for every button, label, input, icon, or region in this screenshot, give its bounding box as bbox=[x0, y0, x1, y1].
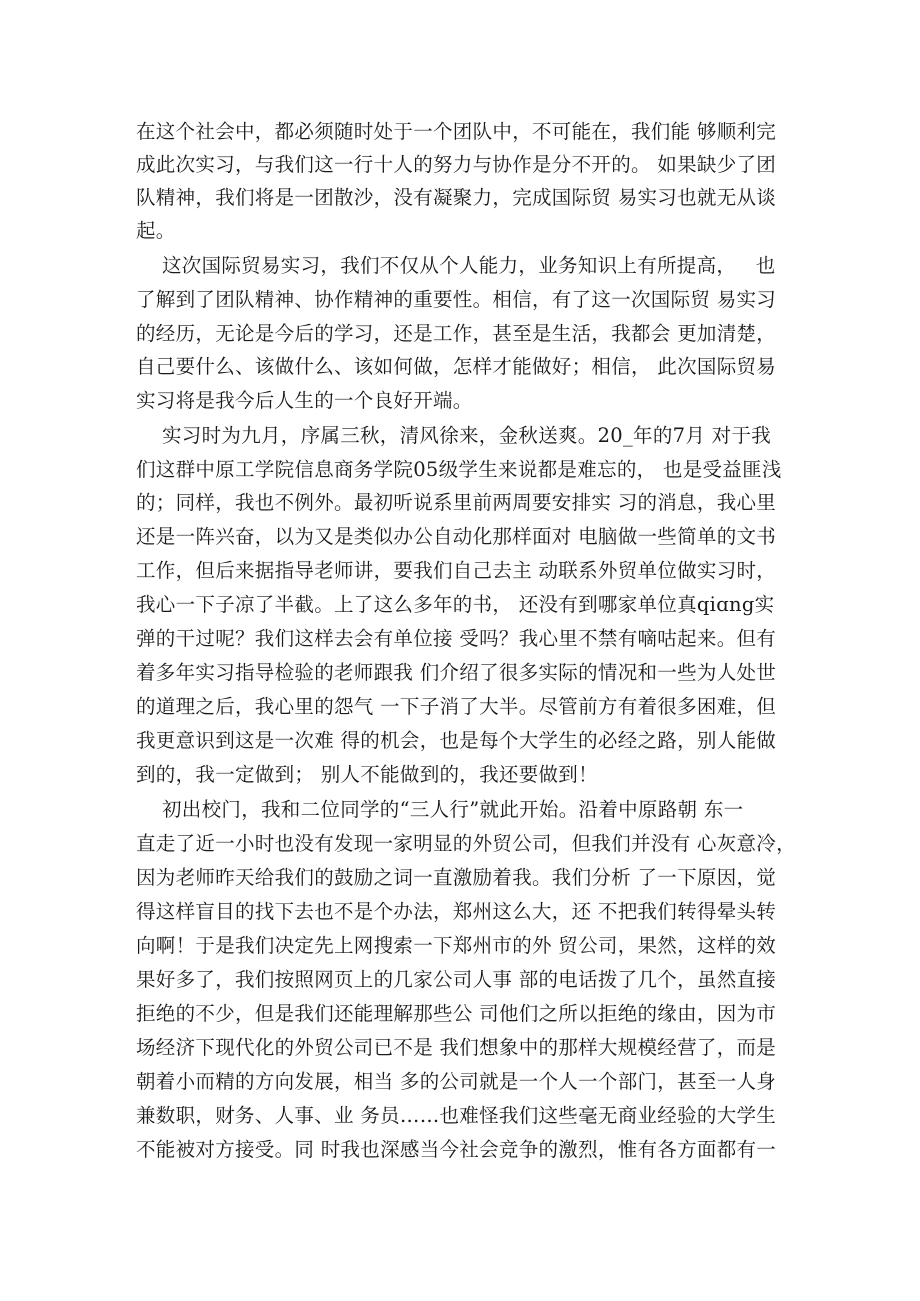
text-line: 向啊！于是我们决定先上网搜索一下郑州市的外 贸公司，果然，这样的效 bbox=[136, 934, 777, 957]
text-line: 拒绝的不少，但是我们还能理解那些公 司他们之所以拒绝的缘由，因为市 bbox=[136, 1002, 777, 1025]
text-line: 实习将是我今后人生的一个良好开端。 bbox=[136, 389, 473, 412]
text-line: 的经历，无论是今后的学习，还是工作，甚至是生活，我都会 更加清楚， bbox=[136, 322, 777, 345]
text-line: 队精神，我们将是一团散沙，没有凝聚力，完成国际贸 易实习也就无从谈 bbox=[136, 186, 777, 209]
text-line: 在这个社会中，都必须随时处于一个团队中，不可能在，我们能 够顺利完 bbox=[136, 120, 777, 143]
text-line: 场经济下现代化的外贸公司已不是 我们想象中的那样大规模经营了，而是 bbox=[136, 1036, 777, 1059]
text-line: 初出校门，我和二位同学的“三人行”就此开始。沿着中原路朝 东一 bbox=[136, 798, 744, 821]
text-line: 我更意识到这是一次难 得的机会，也是每个大学生的必经之路，别人能做 bbox=[136, 729, 777, 752]
text-line: 因为老师昨天给我们的鼓励之词一直激励着我。我们分析 了一下原因，觉 bbox=[136, 866, 777, 889]
text-line: 到的，我一定做到； 别人不能做到的，我还要做到！ bbox=[136, 763, 598, 786]
text-line: 得这样盲目的找下去也不是个办法，郑州这么大，还 不把我们转得晕头转 bbox=[136, 900, 777, 923]
text-line: 弹的干过呢？我们这样去会有单位接 受吗？我心里不禁有嘀咕起来。但有 bbox=[136, 627, 777, 650]
text-line: 还是一阵兴奋，以为又是类似办公自动化那样面对 电脑做一些简单的文书 bbox=[136, 525, 777, 548]
text-line: 着多年实习指导检验的老师跟我 们介绍了很多实际的情况和一些为人处世 bbox=[136, 661, 777, 684]
text-line: 这次国际贸易实习，我们不仅从个人能力，业务知识上有所提高， 也 bbox=[136, 254, 776, 277]
text-line: 了解到了团队精神、协作精神的重要性。相信，有了这一次国际贸 易实习 bbox=[136, 288, 777, 311]
text-line: 朝着小而精的方向发展，相当 多的公司就是一个人一个部门，甚至一人身 bbox=[136, 1070, 777, 1093]
text-line: 我心一下子凉了半截。上了这么多年的书， 还没有到哪家单位真qiɑng实 bbox=[136, 593, 775, 616]
text-line: 们这群中原工学院信息商务学院05级学生来说都是难忘的， 也是受益匪浅 bbox=[136, 458, 782, 481]
text-line: 自己要什么、该做什么、该如何做，怎样才能做好；相信， 此次国际贸易 bbox=[136, 355, 777, 378]
text-line: 兼数职，财务、人事、业 务员……也难怪我们这些毫无商业经验的大学生 bbox=[136, 1104, 777, 1127]
text-line: 直走了近一小时也没有发现一家明显的外贸公司，但我们并没有 心灰意冷， bbox=[136, 832, 796, 855]
text-line: 不能被对方接受。同 时我也深感当今社会竞争的激烈，惟有各方面都有一 bbox=[136, 1138, 777, 1161]
text-line: 起。 bbox=[136, 219, 176, 242]
text-line: 果好多了，我们按照网页上的几家公司人事 部的电话拨了几个，虽然直接 bbox=[136, 968, 777, 991]
text-line: 工作，但后来据指导老师讲，要我们自己去主 动联系外贸单位做实习时， bbox=[136, 559, 777, 582]
text-line: 实习时为九月，序属三秋，清风徐来，金秋送爽。20_年的7月 对于我 bbox=[136, 424, 772, 447]
text-line: 的道理之后，我心里的怨气 一下子消了大半。尽管前方有着很多困难，但 bbox=[136, 695, 777, 718]
text-line: 成此次实习，与我们这一行十人的努力与协作是分不开的。 如果缺少了团 bbox=[136, 153, 777, 176]
text-line: 的；同样，我也不例外。最初听说系里前两周要安排实 习的消息，我心里 bbox=[136, 491, 777, 514]
